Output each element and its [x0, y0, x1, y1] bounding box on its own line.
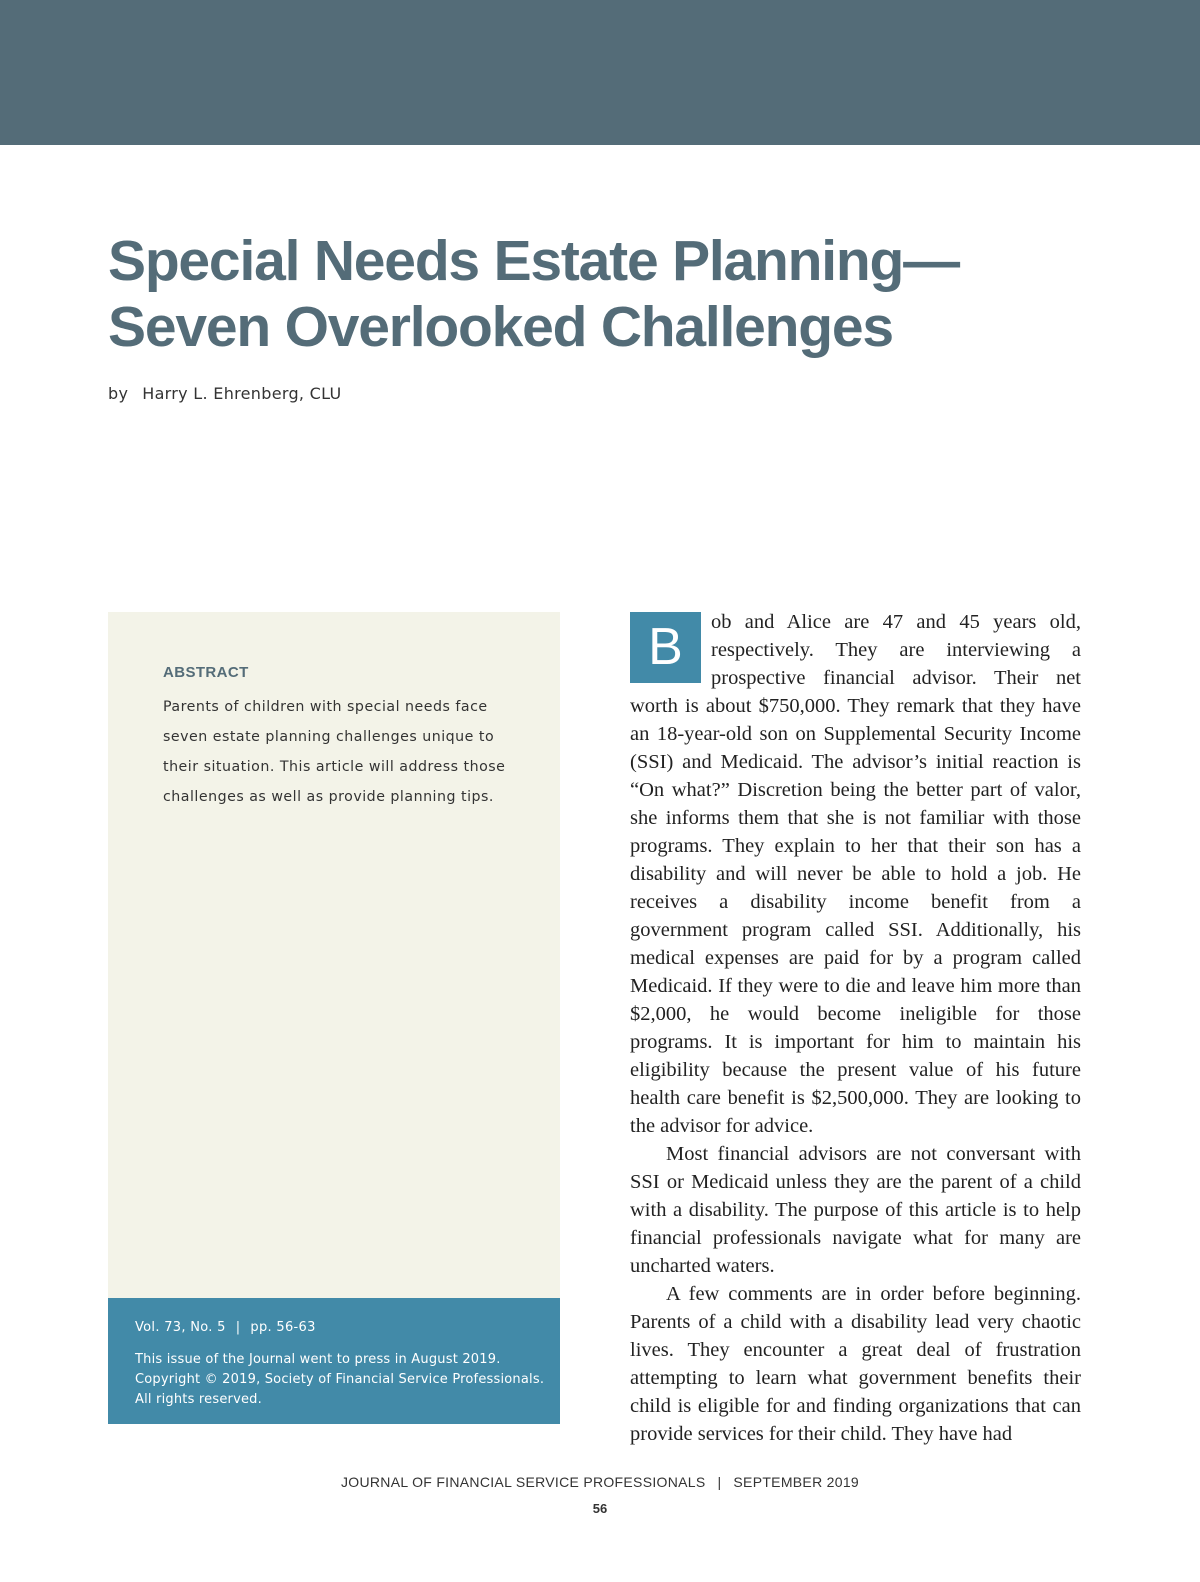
- press-note: This issue of the Journal went to press in August 2019. Copyright © 2019, Society of Financial Service Professionals. All rights reserved.: [135, 1352, 545, 1407]
- footer-separator: |: [717, 1474, 722, 1490]
- abstract-heading: ABSTRACT: [163, 664, 249, 681]
- header-band: [0, 0, 1200, 145]
- volume-separator: |: [235, 1320, 241, 1335]
- byline: [108, 384, 342, 403]
- paragraph-3: A few comments are in order before beginning. Parents of a child with a disability lead very chaotic lives. They encounter a great deal of frustration attempting to learn what government benefits their child is eligible for and finding organizations that can provide services for their child. They have had: [630, 1283, 1081, 1445]
- page-range: pp. 56-63: [250, 1320, 316, 1335]
- journal-name: JOURNAL OF FINANCIAL SERVICE PROFESSIONALS: [340, 1474, 706, 1490]
- volume-number: Vol. 73, No. 5: [135, 1320, 226, 1335]
- paragraph-1: [630, 608, 1081, 1140]
- abstract-text: Parents of children with special needs face seven estate planning challenges unique to their situation. This article will address those challenges as well as provide planning tips.: [163, 699, 506, 805]
- issue-info-panel: [108, 1298, 560, 1424]
- article-title: [108, 228, 1088, 360]
- article-body: [630, 608, 1081, 1448]
- title-line-2: Seven Overlooked Challenges: [108, 295, 893, 359]
- author-name: Harry L. Ehrenberg, CLU: [142, 384, 342, 403]
- paragraph-2: Most financial advisors are not conversant with SSI or Medicaid unless they are the parent of a child with a disability. The purpose of this article is to help financial professionals navigate what for many are uncharted waters.: [630, 1143, 1081, 1277]
- drop-cap: B: [630, 612, 701, 683]
- journal-footer: [0, 1474, 1200, 1490]
- page-number: 56: [592, 1501, 608, 1516]
- issue-date: SEPTEMBER 2019: [733, 1474, 860, 1490]
- title-line-1: Special Needs Estate Planning—: [108, 229, 959, 293]
- abstract-panel: [108, 612, 560, 1298]
- byline-by: by: [108, 384, 129, 403]
- volume-info: [135, 1320, 316, 1335]
- paragraph-1-text: ob and Alice are 47 and 45 years old, respectively. They are interviewing a prospective financial advisor. Their net worth is about $750,000. They remark that they have an 18-year-old son on Supplemental Security Income (SSI) and Medicaid. The advisor’s initial reaction is “On what?” Discretion being the better part of valor, she informs them that she is not familiar with those programs. They explain to her that their son has a disability and will never be able to hold a job. He receives a disability income benefit from a government program called SSI. Additionally, his medical expenses are paid for by a program called Medicaid. If they were to die and leave him more than $2,000, he would become ineligible for those programs. It is important for him to maintain his eligibility because the present value of his future health care benefit is $2,500,000. They are looking to the advisor for advice.: [630, 611, 1081, 1137]
